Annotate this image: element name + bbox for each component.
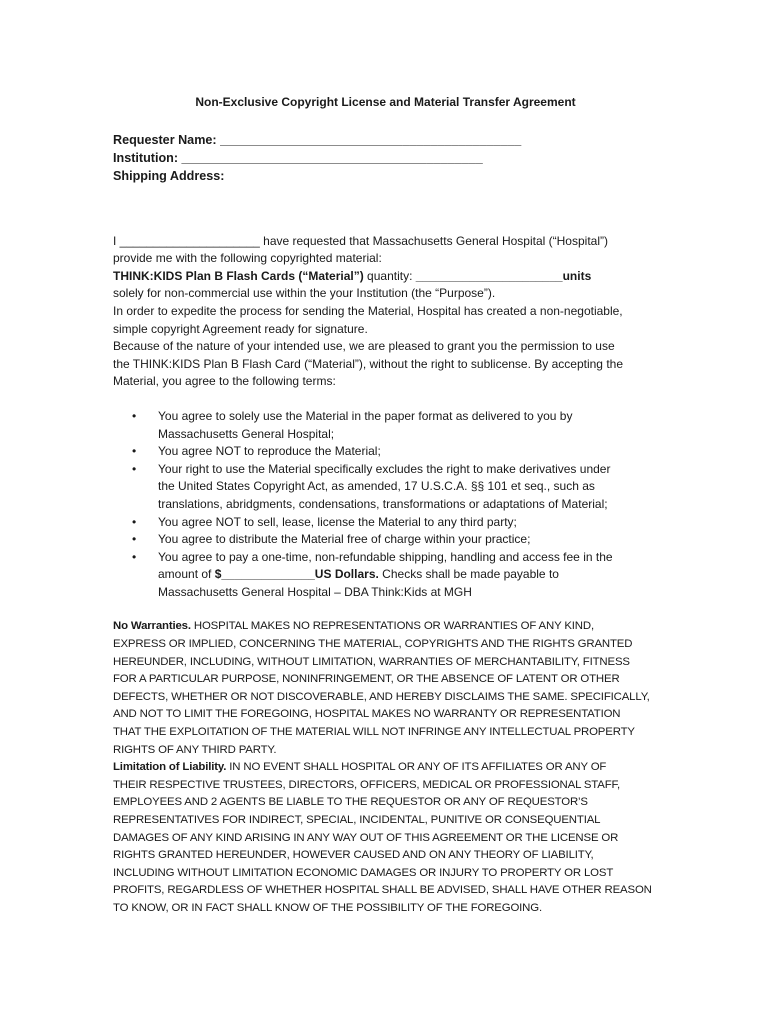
bullet-icon: •: [132, 532, 137, 547]
list-item-line: You agree to distribute the Material free of charge within your practice;: [158, 532, 531, 547]
institution-field: Institution: ___________________________________________: [113, 150, 483, 165]
intro-line: Material, you agree to the following terms:: [113, 374, 336, 389]
material-name: THINK:KIDS Plan B Flash Cards (“Material”): [113, 268, 364, 283]
warranties-heading: No Warranties.: [113, 620, 191, 633]
liability-line: THEIR RESPECTIVE TRUSTEES, DIRECTORS, OFFICERS, MEDICAL OR PROFESSIONAL STAFF,: [113, 778, 621, 791]
requester-fields: [113, 131, 658, 185]
liability-section: [113, 759, 658, 917]
shipping-address-field: Shipping Address:: [113, 168, 225, 183]
warranties-line: FOR A PARTICULAR PURPOSE, NONINFRINGEMENT, OR THE ABSENCE OF LATENT OR OTHER: [113, 673, 620, 686]
document-content: [113, 94, 658, 918]
liability-line: TO KNOW, OR IN FACT SHALL KNOW OF THE POSSIBILITY OF THE FOREGOING.: [113, 901, 542, 914]
intro-line: the THINK:KIDS Plan B Flash Card (“Material”), without the right to sublicense. By accepting the: [113, 356, 623, 371]
intro-line: simple copyright Agreement ready for signature.: [113, 321, 368, 336]
list-item-line: translations, abridgments, condensations, transformations or adaptations of Material;: [158, 496, 608, 511]
liability-line: PROFITS, REGARDLESS OF WHETHER HOSPITAL SHALL BE ADVISED, SHALL HAVE OTHER REASON: [113, 884, 652, 897]
warranties-line: DEFECTS, WHETHER OR NOT DISCOVERABLE, AND HEREBY DISCLAIMS THE SAME. SPECIFICALLY,: [113, 690, 650, 703]
liability-line: EMPLOYEES AND 2 AGENTS BE LIABLE TO THE REQUESTOR OR ANY OF REQUESTOR’S: [113, 796, 588, 809]
intro-line: I _____________________ have requested that Massachusetts General Hospital (“Hospital”): [113, 233, 608, 248]
list-item-line: You agree NOT to reproduce the Material;: [158, 444, 381, 459]
intro-line: provide me with the following copyrighted material:: [113, 251, 382, 266]
liability-text: IN NO EVENT SHALL HOSPITAL OR ANY OF ITS AFFILIATES OR ANY OF: [226, 761, 607, 774]
warranties-line: AND NOT TO LIMIT THE FOREGOING, HOSPITAL MAKES NO WARRANTY OR REPRESENTATION: [113, 708, 621, 721]
payable-text: Checks shall be made payable to: [378, 567, 559, 582]
list-item-line: Your right to use the Material specifically excludes the right to make derivatives under: [158, 461, 611, 476]
warranties-section: [113, 618, 658, 759]
list-item: [113, 443, 658, 461]
warranties-line: HEREUNDER, INCLUDING, WITHOUT LIMITATION, WARRANTIES OF MERCHANTABILITY, FITNESS: [113, 655, 630, 668]
liability-line: INCLUDING WITHOUT LIMITATION ECONOMIC DAMAGES OR INJURY TO PROPERTY OR LOST: [113, 866, 614, 879]
material-quantity-line: [113, 268, 658, 286]
liability-line: REPRESENTATIVES FOR INDIRECT, SPECIAL, INCIDENTAL, PUNITIVE OR CONSEQUENTIAL: [113, 814, 601, 826]
list-item-line: You agree NOT to sell, lease, license the Material to any third party;: [158, 514, 517, 529]
warranties-line: THAT THE EXPLOITATION OF THE MATERIAL WILL NOT INFRINGE ANY INTELLECTUAL PROPERTY: [113, 726, 635, 739]
bullet-icon: •: [132, 461, 137, 476]
liability-heading: Limitation of Liability.: [113, 761, 227, 774]
fee-amount-line: [158, 566, 658, 584]
list-item-line: You agree to pay a one-time, non-refundable shipping, handling and access fee in the: [158, 549, 613, 564]
list-item-line: Massachusetts General Hospital – DBA Think:Kids at MGH: [158, 584, 472, 599]
list-item: [113, 531, 658, 549]
fee-amount-blank: $______________US Dollars.: [214, 567, 379, 582]
warranties-text: HOSPITAL MAKES NO REPRESENTATIONS OR WARRANTIES OF ANY KIND,: [190, 620, 594, 633]
bullet-icon: •: [132, 444, 137, 459]
warranties-line: RIGHTS OF ANY THIRD PARTY.: [113, 743, 277, 756]
warranties-line: EXPRESS OR IMPLIED, CONCERNING THE MATERIAL, COPYRIGHTS AND THE RIGHTS GRANTED: [113, 638, 633, 651]
terms-list: [113, 408, 658, 602]
document-title: Non-Exclusive Copyright License and Material Transfer Agreement: [195, 95, 576, 109]
bullet-icon: •: [132, 408, 137, 423]
liability-line: DAMAGES OF ANY KIND ARISING IN ANY WAY OUT OF THIS AGREEMENT OR THE LICENSE OR: [113, 831, 619, 844]
bullet-icon: •: [132, 514, 137, 529]
fee-label: amount of: [158, 567, 215, 582]
liability-line: RIGHTS GRANTED HEREUNDER, HOWEVER CAUSED AND ON ANY THEORY OF LIABILITY,: [113, 849, 594, 862]
bullet-icon: •: [132, 549, 137, 564]
intro-line: Because of the nature of your intended use, we are pleased to grant you the permission to use: [113, 339, 615, 354]
intro-line: solely for non-commercial use within the your Institution (the “Purpose”).: [113, 286, 496, 301]
intro-paragraph: [113, 233, 658, 391]
requester-name-field: Requester Name: ___________________________________________: [113, 132, 522, 147]
list-item: [113, 408, 658, 443]
liability-line: [113, 759, 658, 777]
list-item-line: the United States Copyright Act, as amended, 17 U.S.C.A. §§ 101 et seq., such as: [158, 479, 595, 494]
warranties-line: [113, 618, 658, 636]
quantity-blank: ______________________units: [415, 268, 592, 283]
list-item: [113, 461, 658, 514]
quantity-label: quantity:: [363, 268, 416, 283]
intro-line: In order to expedite the process for sending the Material, Hospital has created a non-negotiable,: [113, 303, 623, 318]
list-item-line: Massachusetts General Hospital;: [158, 426, 335, 441]
list-item-line: You agree to solely use the Material in the paper format as delivered to you by: [158, 408, 573, 423]
list-item: [113, 514, 658, 532]
list-item: [113, 549, 658, 602]
